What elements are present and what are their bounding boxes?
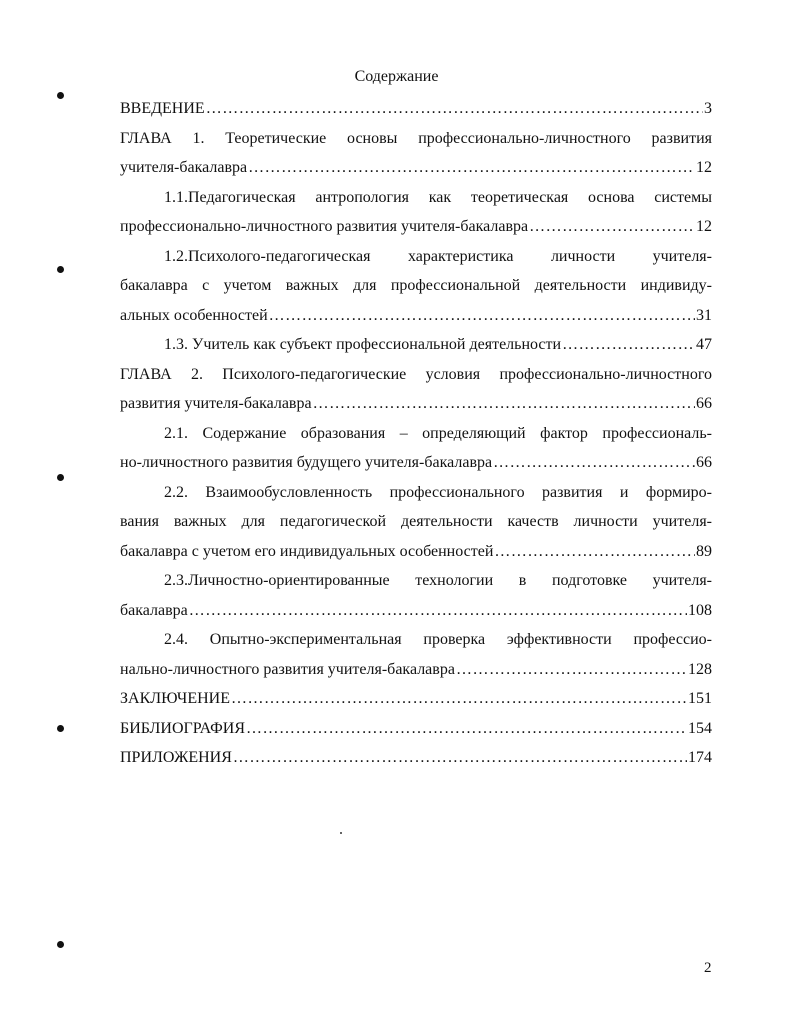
- toc-entry-line: [120, 301, 712, 331]
- toc-entry-line: [120, 566, 712, 596]
- punch-hole: [57, 725, 64, 732]
- toc-entry-text: 1.2.Психолого-педагогическая характеристика личности учителя-: [164, 247, 712, 265]
- toc-entry-line: [120, 124, 712, 154]
- dot-leader: [493, 448, 695, 478]
- toc-entry-line: [120, 330, 712, 360]
- toc-entry: [120, 714, 712, 744]
- toc-entry-text: нально-личностного развития учителя-бакалавра: [120, 660, 455, 678]
- toc-entry-line: [120, 625, 712, 655]
- toc-entry: [120, 625, 712, 684]
- toc-entry: [120, 419, 712, 478]
- dot-leader: [494, 537, 695, 567]
- toc-entry-text: ВВЕДЕНИЕ: [120, 100, 205, 117]
- table-of-contents: [120, 94, 712, 773]
- toc-entry: [120, 743, 712, 773]
- punch-hole: [57, 474, 64, 481]
- dot-leader: [189, 596, 687, 626]
- page-number: 2: [704, 960, 712, 976]
- toc-entry: [120, 566, 712, 625]
- toc-entry-text: но-личностного развития будущего учителя-бакалавра: [120, 454, 493, 471]
- toc-entry-line: [120, 596, 712, 626]
- toc-page-number: 12: [696, 159, 712, 176]
- toc-entry-line: [120, 153, 712, 183]
- dot-leader: [269, 301, 695, 331]
- toc-entry-text: развития учителя-бакалавра: [120, 395, 312, 412]
- dot-leader: [313, 389, 695, 419]
- toc-entry-line: [120, 212, 712, 242]
- toc-entry: [120, 478, 712, 567]
- toc-page-number: 66: [696, 454, 712, 471]
- toc-entry-text: 2.3.Личностно-ориентированные технологии в подготовке учителя-: [164, 572, 712, 589]
- punch-hole: [57, 92, 64, 99]
- toc-entry-text: БИБЛИОГРАФИЯ: [120, 719, 246, 737]
- toc-entry-line: [120, 242, 712, 272]
- toc-entry-text: учителя-бакалавра: [120, 159, 248, 176]
- toc-entry-text: 2.2. Взаимообусловленность профессионального развития и формиро-: [164, 483, 712, 501]
- toc-entry-text: профессионально-личностного развития учителя-бакалавра: [120, 218, 529, 235]
- toc-entry-text: вания важных для педагогической деятельности качеств личности учителя-: [120, 513, 712, 530]
- toc-page-number: 108: [688, 601, 712, 619]
- toc-entry: [120, 124, 712, 183]
- toc-entry: [120, 183, 712, 242]
- toc-entry-line: [120, 655, 712, 685]
- dot-leader: [206, 94, 703, 124]
- toc-page-number: 12: [696, 218, 712, 235]
- dot-leader: [231, 684, 687, 714]
- toc-entry-text: бакалавра: [120, 601, 188, 619]
- dot-leader: [529, 212, 695, 242]
- toc-entry-text: бакалавра с учетом его индивидуальных особенностей: [120, 542, 494, 560]
- toc-entry-text: ГЛАВА 1. Теоретические основы профессионально-личностного развития: [120, 129, 712, 147]
- dot-leader: [562, 330, 695, 360]
- toc-page-number: 31: [696, 306, 712, 324]
- toc-entry-text: альных особенностей: [120, 306, 268, 324]
- punch-hole: [57, 266, 64, 273]
- toc-entry: [120, 94, 712, 124]
- dot-leader: [456, 655, 687, 685]
- toc-entry-line: [120, 389, 712, 419]
- toc-page-number: 154: [688, 719, 712, 737]
- toc-entry-line: [120, 360, 712, 390]
- toc-entry: [120, 330, 712, 360]
- toc-entry-text: 1.3. Учитель как субъект профессиональной деятельности: [164, 336, 562, 353]
- toc-entry-line: [120, 183, 712, 213]
- toc-entry: [120, 242, 712, 331]
- toc-entry-text: бакалавра с учетом важных для профессиональной деятельности индивиду-: [120, 277, 712, 294]
- toc-entry-line: [120, 448, 712, 478]
- toc-entry-line: [120, 684, 712, 714]
- toc-page-number: 66: [696, 395, 712, 412]
- toc-entry-line: [120, 537, 712, 567]
- toc-entry-line: [120, 714, 712, 744]
- toc-entry-text: 1.1.Педагогическая антропология как теоретическая основа системы: [164, 188, 712, 206]
- toc-entry-text: ГЛАВА 2. Психолого-педагогические условия профессионально-личностного: [120, 365, 712, 383]
- toc-entry-line: [120, 271, 712, 301]
- toc-entry: [120, 360, 712, 419]
- toc-entry-line: [120, 94, 712, 124]
- toc-page-number: 151: [688, 690, 712, 707]
- toc-entry-line: [120, 507, 712, 537]
- toc-page-number: 89: [696, 542, 712, 560]
- page-title: Содержание: [354, 68, 439, 85]
- punch-hole: [57, 941, 64, 948]
- toc-entry-line: [120, 419, 712, 449]
- dot-leader: [248, 153, 695, 183]
- toc-entry-line: [120, 478, 712, 508]
- dot-leader: [233, 743, 687, 773]
- toc-page-number: 174: [688, 749, 712, 766]
- toc-page-number: 3: [704, 100, 712, 117]
- toc-entry-text: ЗАКЛЮЧЕНИЕ: [120, 690, 230, 707]
- toc-page-number: 128: [688, 660, 712, 678]
- toc-page-number: 47: [696, 336, 712, 353]
- toc-entry-line: [120, 743, 712, 773]
- toc-entry-text: 2.1. Содержание образования – определяющий фактор профессиональ-: [164, 424, 712, 442]
- scan-speck: [340, 832, 342, 834]
- dot-leader: [246, 714, 687, 744]
- toc-entry: [120, 684, 712, 714]
- toc-entry-text: ПРИЛОЖЕНИЯ: [120, 749, 232, 766]
- toc-entry-text: 2.4. Опытно-экспериментальная проверка эффективности профессио-: [164, 631, 712, 648]
